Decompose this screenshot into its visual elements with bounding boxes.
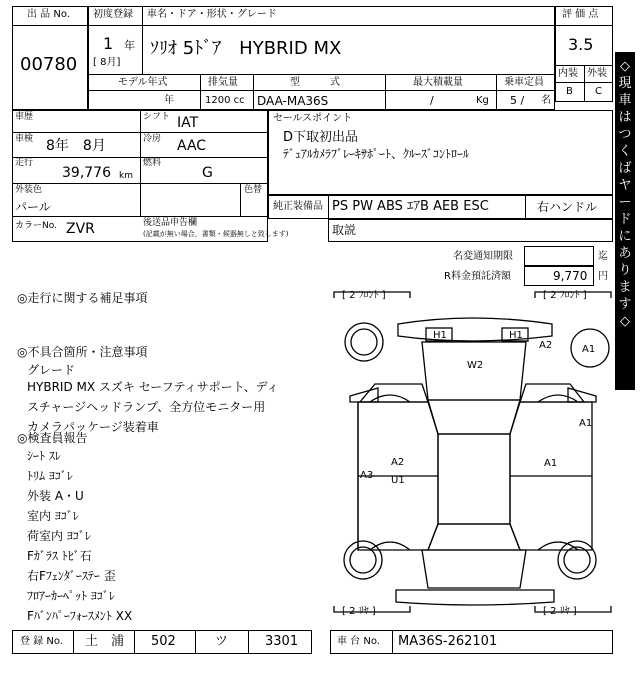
corner-label-bl: [ 2 ﾘﾔ ]	[342, 606, 376, 617]
inspector-line: 外装 A・U	[27, 489, 84, 503]
grade-lines	[27, 377, 357, 437]
equipment-label-divider	[328, 195, 329, 219]
tire-rear-right-hub	[564, 547, 590, 573]
fee-value: 9,770	[553, 269, 588, 283]
hood	[422, 342, 526, 400]
sales-line-2: ﾃﾞｭｱﾙｶﾒﾗﾌﾞﾚｰｷｻﾎﾟｰﾄ、ｸﾙｰｽﾞｺﾝﾄﾛｰﾙ	[283, 147, 470, 161]
damage-mark-a1-tire: A1	[582, 344, 596, 355]
capacity: 5 /	[510, 94, 525, 107]
capacity-unit: 名	[541, 95, 551, 106]
exterior-grade: C	[595, 86, 602, 97]
inspector-line: ﾄﾘﾑ ﾖｺﾞﾚ	[27, 469, 73, 483]
inspector-heading: ◎検査員報告	[17, 431, 88, 445]
damage-mark-a2-front: A2	[539, 340, 553, 351]
yard-location-text: ◇現車はつくばヤードにあります◇	[618, 59, 632, 329]
history-label: 車歴	[15, 112, 34, 122]
row2-sep-3	[385, 74, 386, 110]
chassis-sep	[392, 630, 393, 654]
manual-value: 取説	[332, 223, 357, 237]
rear-bumper	[396, 590, 554, 605]
spec-row-4	[12, 216, 268, 217]
grade-label: グレード	[27, 363, 76, 377]
damage-mark-h1-left: H1	[433, 330, 447, 341]
spec-row-3	[12, 183, 268, 184]
inspector-line: Fﾊﾞﾝﾊﾟｰﾌｫｰｽﾒﾝﾄ XX	[27, 609, 133, 623]
inspector-line: Fｶﾞﾗｽ ﾄﾋﾞ石	[27, 549, 92, 563]
lot-no-label: 出 品 No.	[27, 9, 70, 20]
inspector-line: 室内 ﾖｺﾞﾚ	[27, 509, 79, 523]
manual-box	[328, 219, 613, 242]
type-label: 型 式	[290, 77, 340, 88]
roof	[438, 434, 510, 524]
notice-suffix: 迄	[598, 251, 608, 262]
rating-label: 評 価 点	[562, 9, 599, 20]
damage-mark-a1-door: A1	[544, 458, 558, 469]
reg-number: 3301	[265, 634, 299, 649]
fee-label: R料金預託済額	[444, 271, 511, 282]
vehicle-header-divider	[88, 25, 555, 26]
front-bumper	[398, 318, 552, 341]
displacement-label: 排気量	[208, 77, 238, 88]
rear-window	[428, 524, 520, 550]
first-reg-label: 初度登録	[93, 9, 133, 20]
reg-sep-4	[248, 630, 249, 654]
sales-label: セールスポイント	[273, 113, 353, 124]
header-row-divider	[88, 74, 555, 75]
ac-value: AAC	[177, 138, 207, 154]
row2-divider	[88, 90, 555, 91]
lot-header-divider	[12, 25, 88, 26]
inspector-line: 右Fﾌｪﾝﾀﾞｰｽﾃｰ 歪	[27, 569, 116, 583]
rating-header-divider	[555, 25, 613, 26]
model-year-label: モデル年式	[118, 77, 168, 88]
grade-line: HYBRID MX スズキ セーフティサポート、ディ	[27, 380, 279, 394]
lot-no: 00780	[20, 54, 78, 75]
reg-class: 502	[151, 634, 176, 649]
rear-arch-right	[538, 542, 578, 550]
yard-location-band	[615, 52, 635, 390]
color-change-divider	[240, 183, 241, 216]
tailgate	[422, 550, 526, 588]
model-year-unit: 年	[164, 95, 174, 106]
exterior-label: 外装	[587, 68, 607, 79]
damage-mark-w2: W2	[467, 360, 484, 371]
first-reg-month: [ 8月]	[93, 57, 121, 68]
tire-rear-left-hub	[350, 547, 376, 573]
notice-label: 名変通知期限	[453, 251, 513, 262]
chassis-no: MA36S-262101	[398, 634, 498, 649]
capacity-label: 乗車定員	[504, 77, 544, 88]
damage-mark-h1-right: H1	[509, 330, 523, 341]
reg-sep-2	[134, 630, 135, 654]
windshield	[428, 400, 520, 434]
inspection-value: 8年 8月	[46, 138, 106, 154]
shift-value: IAT	[177, 115, 199, 131]
inspector-line: ﾌﾛｱｰｶｰﾍﾟｯﾄ ﾖｺﾞﾚ	[27, 589, 115, 603]
color-value: パール	[15, 200, 51, 214]
handle-value: 右ハンドル	[537, 200, 598, 214]
front-arch-left	[370, 395, 410, 402]
interior-label: 内装	[558, 68, 578, 79]
vehicle-label: 車名・ドア・形状・グレード	[147, 9, 277, 20]
driving-notes-heading: ◎走行に関する補足事項	[17, 291, 148, 305]
equipment-handle-divider	[525, 195, 526, 219]
type-value: DAA-MA36S	[257, 94, 329, 108]
row2-sep-1	[200, 74, 201, 110]
grade-line: カメラパッケージ装着車	[27, 420, 159, 434]
front-arch-right	[538, 395, 578, 402]
first-reg-year: 1	[103, 34, 114, 53]
reg-kana: ツ	[215, 634, 229, 649]
interior-grade: B	[566, 86, 573, 97]
fuel-label: 燃料	[143, 158, 162, 168]
color-change-label: 色替	[244, 185, 263, 195]
row2-sep-2	[253, 74, 254, 110]
corner-label-tr: [ 2 ﾌﾛﾝﾄ ]	[543, 290, 587, 301]
damage-mark-a1-right: A1	[579, 418, 593, 429]
equipment-label: 純正装備品	[273, 201, 323, 212]
color-no: ZVR	[66, 221, 95, 237]
row2-sep-4	[496, 74, 497, 110]
chassis-label: 車 台 No.	[337, 636, 380, 647]
car-damage-diagram	[330, 288, 615, 625]
inspector-line: 荷室内 ﾖｺﾞﾚ	[27, 529, 91, 543]
inspector-line: ｼｰﾄ ｽﾚ	[27, 449, 61, 463]
load-unit: Kg	[476, 95, 489, 106]
defects-heading: ◎不具合箇所・注意事項	[17, 345, 148, 359]
first-reg-divider	[142, 6, 143, 74]
rear-arch-left	[370, 542, 410, 550]
tire-front-left-hub	[351, 329, 377, 355]
aftermarket-note: (記載が無い場合，書類・候器無しと致します)	[143, 230, 289, 238]
inspection-label: 車検	[15, 134, 34, 144]
load-label: 最大積載量	[413, 77, 463, 88]
reg-area: 土 浦	[85, 634, 125, 649]
spec-col-divider	[140, 110, 141, 216]
mileage-label: 走行	[15, 158, 34, 168]
damage-mark-u1-roof: U1	[391, 475, 405, 486]
rating-value: 3.5	[568, 35, 594, 54]
aftermarket-label: 後送品申告欄	[143, 218, 198, 228]
damage-mark-a2-roof: A2	[391, 457, 405, 468]
reg-sep-1	[73, 630, 74, 654]
color-label: 外装色	[15, 185, 43, 195]
vehicle-name: ｿﾘｵ 5ﾄﾞｱ HYBRID MX	[150, 38, 342, 59]
mileage-value: 39,776	[62, 165, 111, 181]
spec-row-1	[12, 132, 268, 133]
fuel-value: G	[202, 165, 213, 181]
color-no-label: カラーNo.	[15, 221, 57, 231]
corner-label-tl: [ 2 ﾌﾛﾝﾄ ]	[342, 290, 386, 301]
corner-label-br: [ 2 ﾘﾔ ]	[543, 606, 577, 617]
reg-sep-3	[195, 630, 196, 654]
ac-label: 冷房	[143, 134, 162, 144]
equipment-value: PS PW ABS ｴｱB AEB ESC	[332, 199, 489, 214]
damage-mark-a3-left: A3	[360, 470, 374, 481]
grade-line: スチャージヘッドランプ、全方位モニター用	[27, 400, 266, 414]
load-slash: /	[430, 94, 434, 107]
sales-line-1: D下取初出品	[283, 130, 359, 145]
shift-label: シフト	[143, 112, 171, 122]
front-fender-left	[360, 384, 428, 402]
year-unit: 年	[124, 39, 135, 52]
notice-field	[524, 246, 594, 266]
displacement: 1200 cc	[205, 95, 245, 106]
spec-row-2	[12, 157, 268, 158]
inspector-lines	[27, 446, 357, 626]
fee-unit: 円	[598, 271, 608, 282]
reg-label: 登 録 No.	[20, 636, 63, 647]
rating-grade-sep	[584, 65, 585, 102]
mileage-unit: km	[119, 171, 133, 181]
